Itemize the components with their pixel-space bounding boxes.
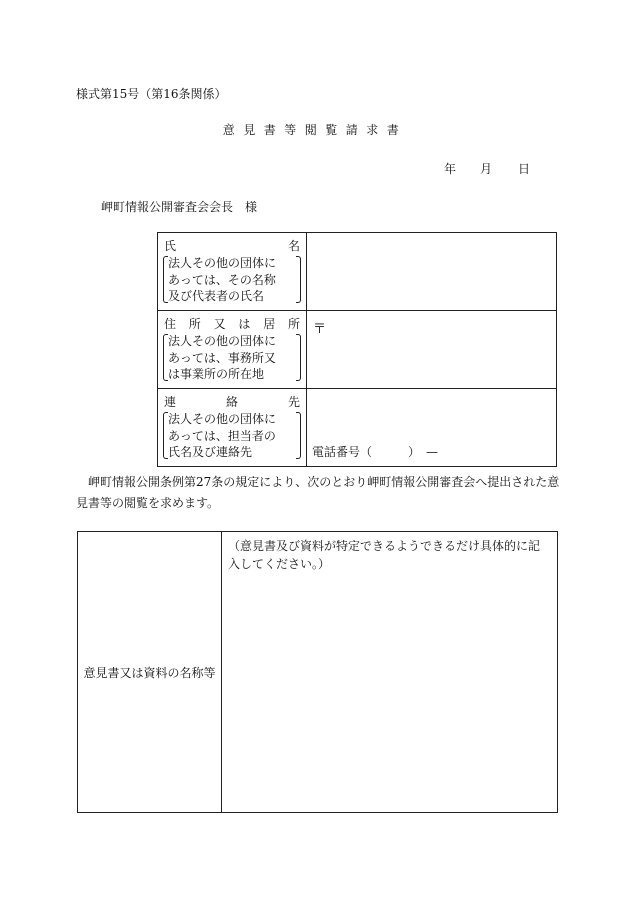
name-label-char: 名	[287, 239, 300, 253]
documents-label: 意見書又は資料の名称等	[78, 532, 222, 813]
note-line: 法人その他の団体に	[168, 334, 277, 348]
documents-row	[78, 532, 558, 813]
contact-label	[164, 394, 300, 410]
note-line: あっては、その名称	[168, 272, 276, 287]
contact-value-field[interactable]	[307, 389, 557, 467]
documents-instruction: （意見書及び資料が特定できるようできるだけ具体的に記入してください。）	[228, 539, 541, 571]
address-label-char: 住	[164, 317, 177, 331]
note-line: あっては、担当者の	[168, 428, 276, 443]
name-label-note	[164, 255, 300, 305]
contact-row	[158, 389, 557, 467]
address-label-char: 居	[263, 317, 276, 331]
address-label	[164, 316, 300, 332]
contact-label-note	[164, 411, 300, 461]
address-label-char: 又	[213, 317, 226, 331]
note-line: 氏名及び連絡先	[168, 445, 253, 459]
name-label-char: 氏	[164, 239, 177, 253]
form-number: 様式第15号（第16条関係）	[76, 87, 227, 101]
address-label-note	[164, 333, 300, 383]
date-line	[444, 160, 530, 177]
note-line: あっては、事務所又	[168, 350, 276, 365]
request-statement: 岬町情報公開条例第27条の規定により、次のとおり岬町情報公開審査会へ提出された意見書等の閲覧を求めます。	[76, 475, 560, 510]
applicant-table	[157, 232, 557, 467]
postal-mark: 〒	[313, 322, 327, 337]
phone-number-line: 電話番号（ ） —	[312, 445, 439, 459]
note-line: は事業所の所在地	[168, 367, 265, 381]
address-label-char: 所	[287, 317, 300, 331]
note-line: 及び代表者の氏名	[168, 289, 265, 303]
name-label	[164, 238, 300, 254]
note-line: 法人その他の団体に	[168, 256, 277, 270]
documents-table	[77, 531, 558, 813]
documents-value-field[interactable]	[222, 532, 558, 813]
name-row	[158, 233, 557, 311]
address-label-char: は	[238, 317, 251, 331]
address-row	[158, 311, 557, 389]
contact-label-char: 先	[287, 395, 300, 409]
date-day: 日	[518, 162, 531, 176]
address-label-char: 所	[188, 317, 201, 331]
contact-label-cell	[158, 389, 307, 467]
date-year: 年	[444, 162, 457, 176]
contact-label-char: 絡	[225, 395, 238, 409]
addressee: 岬町情報公開審査会会長 様	[101, 200, 258, 214]
date-month: 月	[480, 162, 493, 176]
note-line: 法人その他の団体に	[168, 412, 277, 426]
name-label-cell	[158, 233, 307, 311]
contact-label-char: 連	[164, 395, 177, 409]
address-value-field[interactable]	[307, 311, 557, 389]
document-title: 意見書等閲覧請求書	[222, 123, 408, 137]
name-value-field[interactable]	[307, 233, 557, 311]
address-label-cell	[158, 311, 307, 389]
